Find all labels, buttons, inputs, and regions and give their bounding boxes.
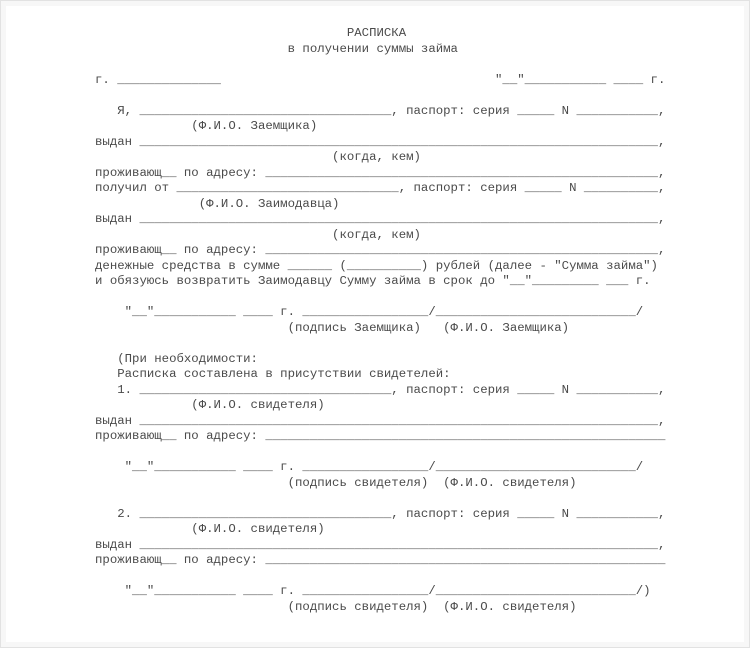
borrower-passport-issued-line: выдан ______________________________________________________________________,	[95, 134, 666, 149]
borrower-name-caption: (Ф.И.О. Заемщика)	[95, 119, 318, 133]
spacer	[95, 445, 665, 461]
lender-name-passport-line: получил от ______________________________, паспорт: серия _____ N __________,	[95, 181, 666, 195]
witness1-signature-line: "__"___________ ____ г. _________________/___________________________/	[95, 460, 644, 474]
witness2-signature-line: "__"___________ ____ г. _________________/___________________________/)	[95, 584, 651, 598]
witness-signature-caption: (подпись свидетеля) (Ф.И.О. свидетеля)	[95, 599, 577, 614]
witness1-address-line: проживающ__ по адресу: ______________________________________________________	[95, 429, 666, 443]
lender-passport-issued-line: выдан ______________________________________________________________________,	[95, 212, 666, 226]
spacer	[95, 290, 665, 306]
witness-name-caption: (Ф.И.О. свидетеля)	[95, 398, 325, 412]
witness2-name-passport-line: 2. __________________________________, паспорт: серия _____ N ___________,	[95, 506, 666, 521]
borrower-name-passport-line: Я, __________________________________, паспорт: серия _____ N ___________,	[95, 103, 666, 118]
borrower-signature-caption: (подпись Заемщика) (Ф.И.О. Заемщика)	[95, 320, 570, 335]
spacer	[95, 57, 665, 73]
witness1-passport-issued-line: выдан ______________________________________________________________________,	[95, 413, 666, 428]
witness1-name-passport-line: 1. __________________________________, паспорт: серия _____ N ___________,	[95, 382, 666, 397]
receipt-document	[95, 26, 665, 615]
witness2-passport-issued-line: выдан ______________________________________________________________________,	[95, 537, 666, 552]
witnesses-note-line: (При необходимости:	[95, 351, 258, 366]
title-line: РАСПИСКА	[95, 26, 407, 40]
subtitle-line: в получении суммы займа	[95, 41, 458, 56]
witness-signature-caption: (подпись свидетеля) (Ф.И.О. свидетеля)	[95, 475, 577, 490]
issued-when-caption: (когда, кем)	[95, 227, 421, 242]
spacer	[95, 491, 665, 507]
spacer	[95, 88, 665, 104]
issued-when-caption: (когда, кем)	[95, 150, 421, 164]
city-and-date-line: г. ______________ "__"___________ ____ г.	[95, 72, 666, 87]
witnesses-intro-line: Расписка составлена в присутствии свидетелей:	[95, 367, 451, 381]
borrower-signature-line: "__"___________ ____ г. _________________/___________________________/	[95, 305, 644, 319]
spacer	[95, 569, 665, 585]
lender-address-line: проживающ__ по адресу: _____________________________________________________,	[95, 243, 666, 257]
repayment-obligation-line: и обязуюсь возвратить Заимодавцу Сумму займа в срок до "__"_________ ___ г.	[95, 274, 651, 288]
lender-name-caption: (Ф.И.О. Заимодавца)	[95, 196, 340, 211]
witness-name-caption: (Ф.И.О. свидетеля)	[95, 522, 325, 536]
loan-amount-line: денежные средства в сумме ______ (__________) рублей (далее - "Сумма займа")	[95, 258, 658, 273]
witness2-address-line: проживающ__ по адресу: ______________________________________________________	[95, 553, 666, 567]
borrower-address-line: проживающ__ по адресу: _____________________________________________________,	[95, 165, 666, 180]
spacer	[95, 336, 665, 352]
